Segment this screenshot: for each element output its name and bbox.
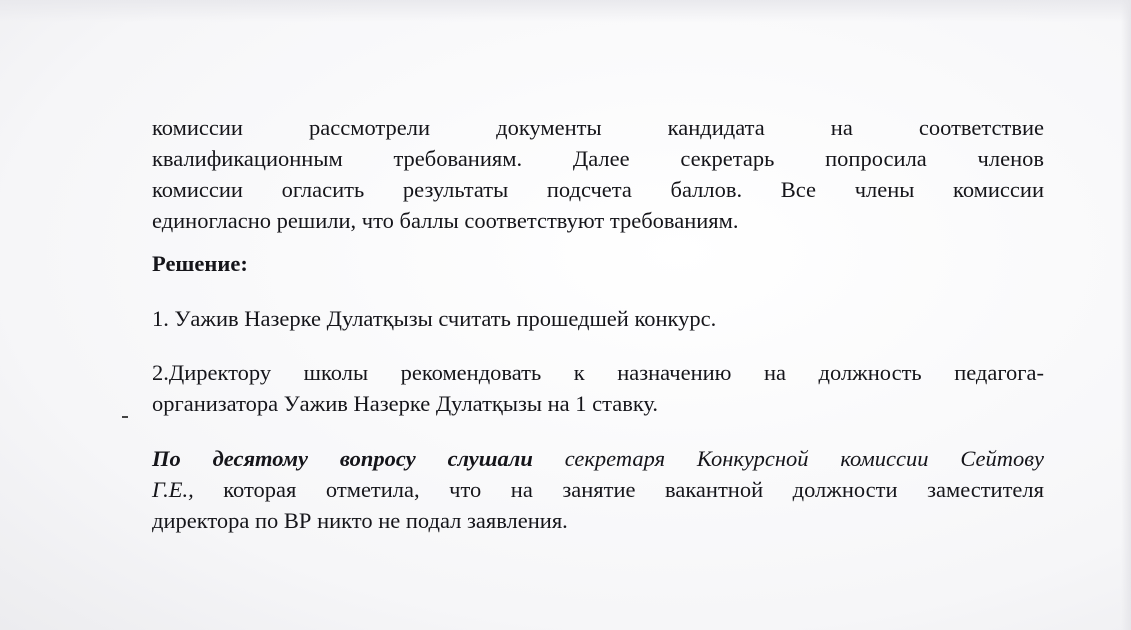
tenth-question-lead: По десятому вопросу слушали — [152, 446, 533, 471]
intro-paragraph — [152, 112, 1044, 236]
intro-line: комиссии рассмотрели документы кандидата на соответствие — [152, 115, 1044, 140]
scan-mark — [122, 416, 128, 418]
tenth-question-line-3: директора по ВР никто не подал заявления. — [152, 508, 568, 533]
page-top-shadow — [0, 0, 1131, 22]
decision-item-2-line: организатора Уажив Назерке Дулатқызы на 1 ставку. — [152, 391, 659, 416]
speaker-initials: Г.Е., — [152, 477, 194, 502]
intro-line: комиссии огласить результаты подсчета баллов. Все члены комиссии — [152, 177, 1044, 202]
intro-line: квалификационным требованиям. Далее секретарь попросила членов — [152, 146, 1044, 171]
decision-item-1: 1. Уажив Назерке Дулатқызы считать прошедшей конкурс. — [152, 306, 717, 331]
tenth-question-text: которая отметила, что на занятие вакантной должности заместителя — [193, 477, 1044, 502]
tenth-question-paragraph — [152, 443, 1044, 536]
tenth-question-speaker: секретаря Конкурсной комиссии Сейтову — [532, 446, 1045, 471]
tenth-question-line-1 — [152, 443, 1044, 474]
decision-heading: Решение: — [152, 251, 248, 276]
document-body — [152, 112, 1044, 536]
decision-item-2-line: 2.Директору школы рекомендовать к назначению на должность педагога- — [152, 360, 1044, 385]
tenth-question-line-2 — [152, 474, 1044, 505]
decision-item-2 — [152, 357, 1044, 419]
intro-line: единогласно решили, что баллы соответствуют требованиям. — [152, 208, 739, 233]
page-right-shadow — [1121, 0, 1131, 630]
